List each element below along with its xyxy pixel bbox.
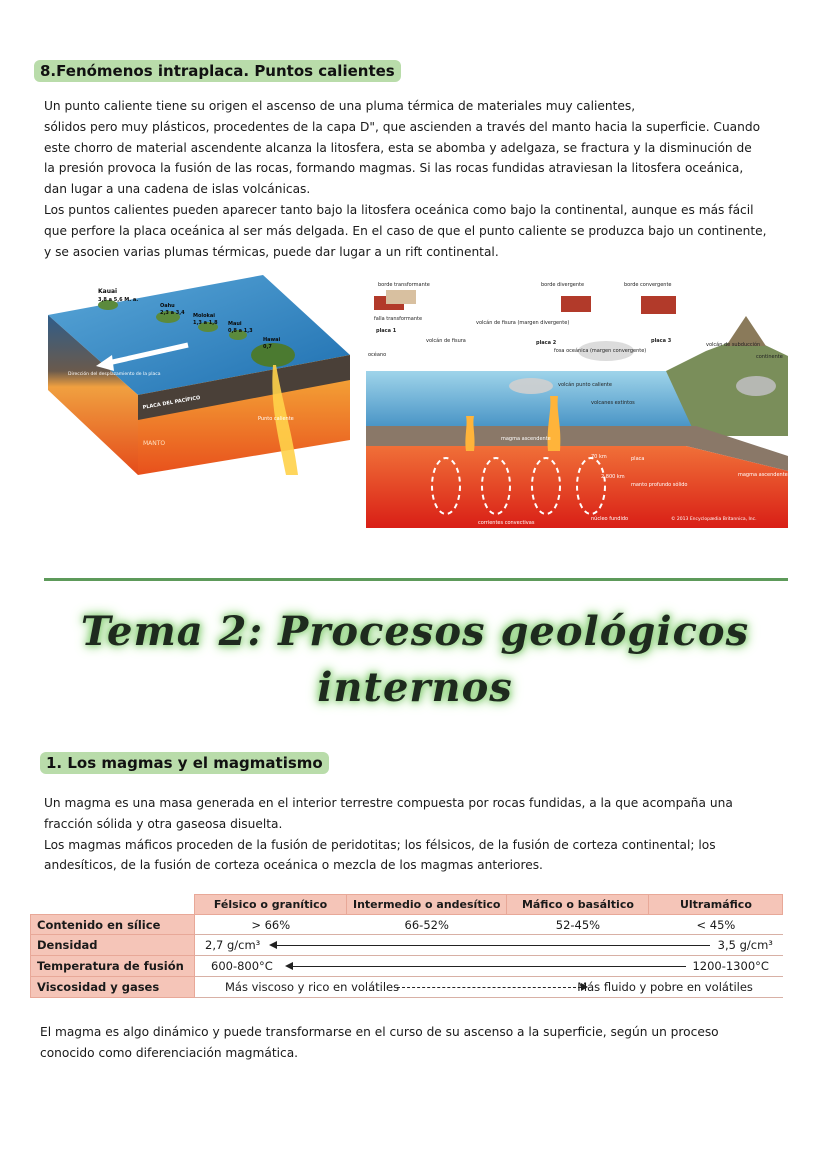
cell-silice-intermedio: 66-52%: [347, 915, 507, 935]
label-kauai-age: 3,8 a 5,6 M. a.: [98, 297, 139, 303]
label-hawaii-age: 0,7: [263, 344, 272, 350]
cell-silice-ultramafico: < 45%: [649, 915, 783, 935]
label-volcan-punto: volcán punto caliente: [558, 382, 612, 388]
label-maui: Maui: [228, 321, 242, 327]
paragraph-line: sólidos pero muy plásticos, procedentes de la capa D", que ascienden a través del manto hacia la superficie. Cuando: [44, 119, 761, 134]
row-label-densidad: Densidad: [31, 935, 195, 956]
label-volcanes-extintos: volcanes extintos: [591, 400, 635, 406]
table-row: [31, 915, 783, 935]
temperatura-right-value: 1200-1300°C: [692, 959, 769, 973]
paragraph-line: El magma es algo dinámico y puede transformarse en el curso de su ascenso a la superficie, según un proceso: [40, 1025, 719, 1039]
paragraph-line: fracción sólida y otra gaseosa disuelta.: [44, 816, 283, 831]
viscosidad-left-value: Más viscoso y rico en volátiles: [225, 980, 400, 994]
section-divider: [44, 578, 788, 581]
cell-viscosidad: [195, 977, 783, 998]
label-magma-ascendente-2: magma ascendente: [738, 472, 788, 478]
label-volcan-fisura-margen: volcán de fisura (margen divergente): [476, 320, 570, 326]
paragraph-line: Un punto caliente tiene su origen el ascenso de una pluma térmica de materiales muy calientes,: [44, 99, 636, 113]
label-nucleo: núcleo fundido: [591, 516, 629, 522]
tema-title-line-2: internos: [317, 664, 513, 711]
section-1-heading: 1. Los magmas y el magmatismo: [40, 752, 329, 774]
label-molokai: Molokai: [193, 313, 215, 319]
paragraph-line: conocido como diferenciación magmática.: [40, 1045, 299, 1060]
label-70km: 70 km: [591, 454, 607, 460]
label-placa: placa: [631, 456, 645, 462]
paragraph-line: este chorro de material ascendente alcanza la litosfera, esta se abomba y adelgaza, se fractura y la disminución de: [44, 140, 752, 155]
section-8-heading: 8.Fenómenos intraplaca. Puntos calientes: [34, 60, 401, 82]
table-row: [31, 956, 783, 977]
header-intermedio: Intermedio o andesítico: [347, 895, 507, 915]
label-falla-transformante: falla transformante: [374, 316, 423, 322]
label-hawaii: Hawai: [263, 337, 281, 343]
hawaii-hotspot-figure: [48, 275, 350, 475]
label-volcan-subduccion: volcán de subducción: [706, 342, 761, 348]
paragraph-line: andesíticos, de la fusión de corteza oceánica o mezcla de los magmas anteriores.: [44, 858, 543, 873]
table-row: [31, 977, 783, 998]
densidad-left-value: 2,7 g/cm³: [205, 938, 261, 952]
paragraph-line: la presión provoca la fusión de las rocas, formando magmas. Si las rocas fundidas atraviesan la litosfera oceánica,: [44, 161, 744, 176]
label-magma-ascendente: magma ascendente: [501, 436, 551, 442]
label-molokai-age: 1,3 a 1,8: [193, 320, 218, 326]
paragraph-line: y se asocien varias plumas térmicas, puede dar lugar a un rift continental.: [44, 244, 499, 259]
label-direction: Dirección del desplazamiento de la placa: [68, 372, 161, 377]
header-ultramafico: Ultramáfico: [649, 895, 783, 915]
table-corner: [31, 895, 195, 915]
label-fosa: fosa oceánica (margen convergente): [554, 348, 647, 354]
label-plate: PLACA DEL PACÍFICO: [142, 394, 201, 411]
paragraph-line: que perfore la placa oceánica al ser más delgada. En el caso de que el punto caliente se produzca bajo un continente,: [44, 223, 767, 238]
label-mantle: MANTO: [143, 440, 166, 447]
paragraph-line: Los puntos calientes pueden aparecer tanto bajo la litosfera oceánica como bajo la continental, aunque es más fácil: [44, 202, 754, 217]
cell-densidad: [195, 935, 783, 956]
densidad-right-value: 3,5 g/cm³: [717, 938, 773, 952]
label-corrientes: corrientes convectivas: [478, 520, 535, 526]
row-label-viscosidad: Viscosidad y gases: [31, 977, 195, 998]
arrow-line: [275, 945, 710, 946]
paragraph-line: dan lugar a una cadena de islas volcánicas.: [44, 182, 311, 197]
label-volcan-fisura: volcán de fisura: [426, 338, 466, 344]
temperatura-left-value: 600-800°C: [211, 959, 273, 973]
label-kauai: Kauai: [98, 288, 118, 295]
viscosidad-right-value: Más fluido y pobre en volátiles: [577, 980, 753, 994]
header-mafico: Máfico o basáltico: [507, 895, 649, 915]
hawaii-hotspot-illustration: [48, 275, 350, 475]
label-hotspot: Punto caliente: [258, 416, 294, 422]
table-row: [31, 935, 783, 956]
tema-title-line-1: Tema 2: Procesos geológicos: [80, 608, 750, 655]
cell-temperatura: [195, 956, 783, 977]
label-maui-age: 0,8 a 1,3: [228, 328, 253, 334]
cell-silice-felsico: > 66%: [195, 915, 347, 935]
paragraph-line: Los magmas máficos proceden de la fusión de peridotitas; los félsicos, de la fusión de corteza continental; los: [44, 837, 716, 852]
plate-tectonics-illustration: [366, 276, 788, 528]
label-borde-transformante: borde transformante: [378, 282, 430, 288]
dashed-line: [397, 987, 581, 988]
header-felsico: Félsico o granítico: [195, 895, 347, 915]
paragraph-line: Un magma es una masa generada en el interior terrestre compuesta por rocas fundidas, a la que acompaña una: [44, 796, 733, 810]
label-placa-1: placa 1: [376, 328, 397, 334]
label-2800km: 2.800 km: [601, 474, 625, 480]
row-label-temperatura: Temperatura de fusión: [31, 956, 195, 977]
label-continente: continente: [756, 354, 783, 360]
label-manto-solido: manto profundo sólido: [631, 482, 688, 488]
label-oceano: océano: [368, 352, 387, 358]
label-oahu: Oahu: [160, 303, 175, 309]
section-1-paragraph: [44, 793, 733, 876]
label-placa-3: placa 3: [651, 338, 672, 344]
label-placa-2: placa 2: [536, 340, 557, 346]
row-label-silice: Contenido en sílice: [31, 915, 195, 935]
section-8-paragraph: [44, 96, 767, 262]
label-borde-divergente: borde divergente: [541, 282, 585, 288]
label-borde-convergente: borde convergente: [624, 282, 672, 288]
magma-types-table: [30, 894, 783, 998]
label-credit: © 2013 Encyclopædia Britannica, Inc.: [671, 517, 757, 522]
table-header-row: [31, 895, 783, 915]
closing-paragraph: [40, 1022, 719, 1064]
cell-silice-mafico: 52-45%: [507, 915, 649, 935]
plate-tectonics-figure: [366, 276, 788, 528]
arrow-line: [291, 966, 686, 967]
label-oahu-age: 2,3 a 3,4: [160, 310, 185, 316]
